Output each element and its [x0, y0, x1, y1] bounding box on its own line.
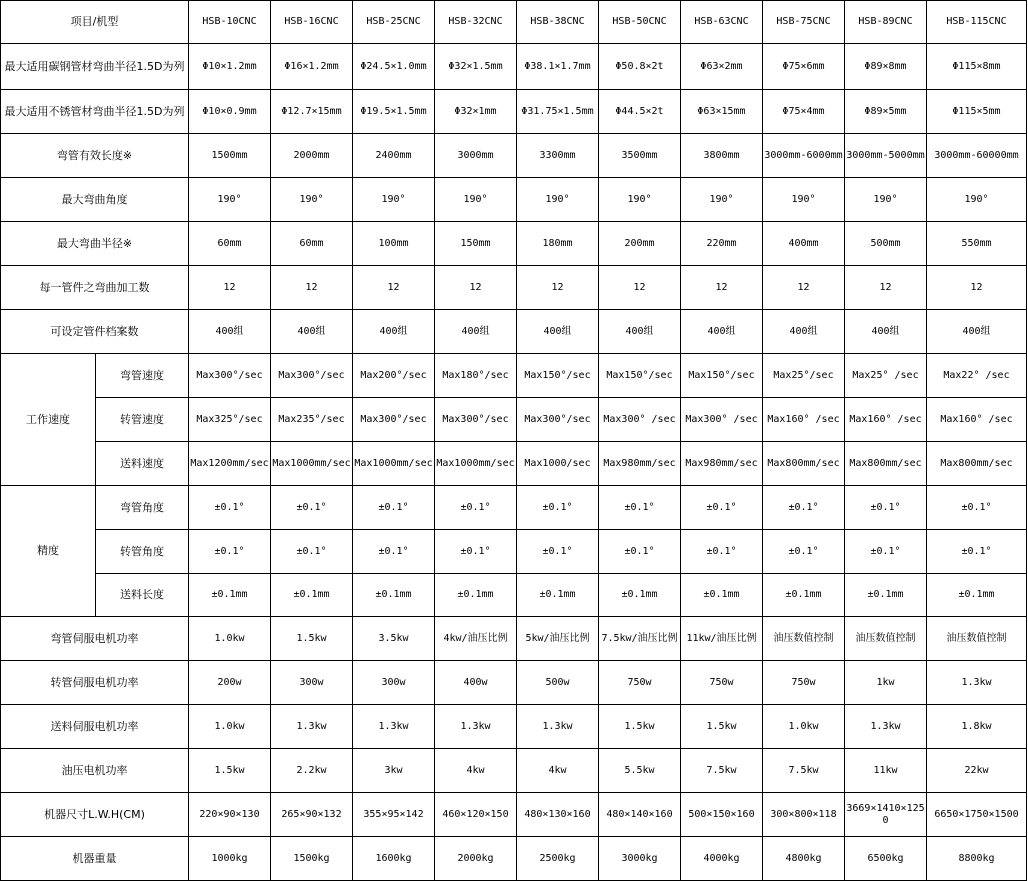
row-label: 送料伺服电机功率	[1, 705, 189, 749]
spec-value: Φ50.8×2t	[599, 44, 681, 90]
spec-value: Φ89×5mm	[845, 90, 927, 134]
spec-value: ±0.1°	[845, 486, 927, 530]
spec-value: 2400mm	[353, 134, 435, 178]
header-label: 项目/机型	[1, 1, 189, 44]
spec-value: 460×120×150	[435, 793, 517, 837]
model-name: HSB-115CNC	[927, 1, 1027, 44]
spec-value: Φ75×4mm	[763, 90, 845, 134]
spec-value: 400组	[681, 310, 763, 354]
row-label: 弯管伺服电机功率	[1, 617, 189, 661]
spec-value: 400mm	[763, 222, 845, 266]
spec-value: 11kw/油压比例	[681, 617, 763, 661]
spec-value: Max1000/sec	[517, 442, 599, 486]
spec-value: 1.5kw	[189, 749, 271, 793]
spec-value: Max300°/sec	[353, 398, 435, 442]
spec-value: Max1000mm/sec	[271, 442, 353, 486]
spec-value: 300w	[353, 661, 435, 705]
spec-value: 190°	[763, 178, 845, 222]
spec-value: Φ10×0.9mm	[189, 90, 271, 134]
spec-row-weight	[1, 837, 1027, 881]
spec-value: Max1200mm/sec	[189, 442, 271, 486]
spec-value: Max800mm/sec	[763, 442, 845, 486]
spec-value: 480×140×160	[599, 793, 681, 837]
spec-value: Max160° /sec	[927, 398, 1027, 442]
spec-row-dimensions	[1, 793, 1027, 837]
spec-value: Max800mm/sec	[927, 442, 1027, 486]
spec-value: 100mm	[353, 222, 435, 266]
spec-row-programs	[1, 310, 1027, 354]
spec-value: 油压数值控制	[845, 617, 927, 661]
spec-value: 190°	[353, 178, 435, 222]
spec-value: 12	[845, 266, 927, 310]
spec-row-precision-bend-angle	[1, 486, 1027, 530]
spec-value: ±0.1°	[927, 530, 1027, 574]
spec-value: Max150°/sec	[681, 354, 763, 398]
spec-value: 油压数值控制	[927, 617, 1027, 661]
spec-value: Max300° /sec	[599, 398, 681, 442]
spec-value: 1.0kw	[189, 705, 271, 749]
spec-value: 3000mm	[435, 134, 517, 178]
model-name: HSB-75CNC	[763, 1, 845, 44]
spec-value: ±0.1mm	[353, 574, 435, 617]
spec-value: Max200°/sec	[353, 354, 435, 398]
spec-value: 220mm	[681, 222, 763, 266]
model-name: HSB-25CNC	[353, 1, 435, 44]
spec-value: 7.5kw	[681, 749, 763, 793]
spec-value: 8800kg	[927, 837, 1027, 881]
spec-value: 6650×1750×1500	[927, 793, 1027, 837]
spec-value: 5.5kw	[599, 749, 681, 793]
spec-value: 190°	[271, 178, 353, 222]
spec-value: 1000kg	[189, 837, 271, 881]
spec-value: 60mm	[189, 222, 271, 266]
spec-value: ±0.1°	[517, 530, 599, 574]
spec-value: ±0.1°	[353, 530, 435, 574]
spec-value: 750w	[681, 661, 763, 705]
spec-value: Max800mm/sec	[845, 442, 927, 486]
spec-value: 1.5kw	[271, 617, 353, 661]
spec-value: ±0.1°	[599, 530, 681, 574]
spec-row-precision-rotate-angle	[1, 530, 1027, 574]
spec-row-rotate-servo	[1, 661, 1027, 705]
spec-value: ±0.1°	[763, 486, 845, 530]
spec-value: ±0.1°	[435, 486, 517, 530]
spec-value: Φ12.7×15mm	[271, 90, 353, 134]
spec-row-speed-rotate	[1, 398, 1027, 442]
spec-value: Φ44.5×2t	[599, 90, 681, 134]
model-name: HSB-38CNC	[517, 1, 599, 44]
spec-value: ±0.1mm	[189, 574, 271, 617]
spec-row-feed-servo	[1, 705, 1027, 749]
sub-label: 弯管角度	[96, 486, 189, 530]
spec-value: ±0.1mm	[435, 574, 517, 617]
spec-value: 4kw	[435, 749, 517, 793]
row-label: 转管伺服电机功率	[1, 661, 189, 705]
row-label: 油压电机功率	[1, 749, 189, 793]
spec-value: 750w	[599, 661, 681, 705]
spec-value: 1.0kw	[189, 617, 271, 661]
spec-row-bends-per-pipe	[1, 266, 1027, 310]
spec-value: 190°	[435, 178, 517, 222]
spec-value: ±0.1mm	[517, 574, 599, 617]
spec-value: 400组	[271, 310, 353, 354]
spec-value: 550mm	[927, 222, 1027, 266]
spec-row-max-radius	[1, 222, 1027, 266]
sub-label: 转管角度	[96, 530, 189, 574]
spec-value: 400组	[353, 310, 435, 354]
spec-value: 300w	[271, 661, 353, 705]
spec-value: Φ32×1.5mm	[435, 44, 517, 90]
spec-value: Φ16×1.2mm	[271, 44, 353, 90]
spec-value: 200w	[189, 661, 271, 705]
spec-value: Max325°/sec	[189, 398, 271, 442]
spec-value: 7.5kw/油压比例	[599, 617, 681, 661]
spec-value: Φ63×2mm	[681, 44, 763, 90]
spec-value: Max235°/sec	[271, 398, 353, 442]
spec-row-precision-feed-length	[1, 574, 1027, 617]
spec-value: 3000kg	[599, 837, 681, 881]
spec-value: Max300°/sec	[517, 398, 599, 442]
spec-value: 3000mm-60000mm	[927, 134, 1027, 178]
spec-value: 3kw	[353, 749, 435, 793]
spec-value: ±0.1°	[599, 486, 681, 530]
spec-value: 1.3kw	[353, 705, 435, 749]
spec-table-body	[1, 1, 1027, 881]
spec-value: Φ24.5×1.0mm	[353, 44, 435, 90]
spec-value: 265×90×132	[271, 793, 353, 837]
spec-value: 220×90×130	[189, 793, 271, 837]
spec-value: Max25° /sec	[845, 354, 927, 398]
row-label: 机器重量	[1, 837, 189, 881]
spec-value: 500w	[517, 661, 599, 705]
spec-value: 1500kg	[271, 837, 353, 881]
spec-value: 5kw/油压比例	[517, 617, 599, 661]
spec-value: 12	[353, 266, 435, 310]
row-label: 最大适用不锈管材弯曲半径1.5D为列	[1, 90, 189, 134]
spec-value: Φ38.1×1.7mm	[517, 44, 599, 90]
spec-value: 1.3kw	[271, 705, 353, 749]
spec-value: 2500kg	[517, 837, 599, 881]
spec-value: Φ115×5mm	[927, 90, 1027, 134]
spec-value: 1.5kw	[599, 705, 681, 749]
spec-value: 480×130×160	[517, 793, 599, 837]
row-label: 最大适用碳钢管材弯曲半径1.5D为列	[1, 44, 189, 90]
spec-value: Φ10×1.2mm	[189, 44, 271, 90]
row-label: 最大弯曲半径※	[1, 222, 189, 266]
spec-value: ±0.1°	[927, 486, 1027, 530]
spec-value: 2000mm	[271, 134, 353, 178]
spec-value: Max150°/sec	[599, 354, 681, 398]
spec-value: 12	[435, 266, 517, 310]
spec-value: Max980mm/sec	[599, 442, 681, 486]
spec-value: Max160° /sec	[845, 398, 927, 442]
sub-label: 弯管速度	[96, 354, 189, 398]
spec-value: 500mm	[845, 222, 927, 266]
spec-value: ±0.1°	[271, 530, 353, 574]
spec-value: ±0.1°	[435, 530, 517, 574]
spec-value: 200mm	[599, 222, 681, 266]
spec-value: 4800kg	[763, 837, 845, 881]
spec-value: Max25°/sec	[763, 354, 845, 398]
spec-value: 400组	[927, 310, 1027, 354]
spec-value: 750w	[763, 661, 845, 705]
spec-value: Φ75×6mm	[763, 44, 845, 90]
spec-value: ±0.1°	[271, 486, 353, 530]
spec-value: ±0.1mm	[599, 574, 681, 617]
spec-value: ±0.1mm	[271, 574, 353, 617]
spec-value: ±0.1°	[845, 530, 927, 574]
spec-value: 2.2kw	[271, 749, 353, 793]
spec-value: 4kw/油压比例	[435, 617, 517, 661]
spec-value: 1kw	[845, 661, 927, 705]
spec-value: 400w	[435, 661, 517, 705]
spec-value: 400组	[435, 310, 517, 354]
spec-value: 12	[681, 266, 763, 310]
spec-row-bend-servo	[1, 617, 1027, 661]
spec-value: 12	[271, 266, 353, 310]
spec-value: 油压数值控制	[763, 617, 845, 661]
spec-value: ±0.1°	[517, 486, 599, 530]
group-label: 精度	[1, 486, 96, 617]
spec-value: 12	[599, 266, 681, 310]
model-name: HSB-63CNC	[681, 1, 763, 44]
spec-value: 190°	[517, 178, 599, 222]
spec-value: ±0.1°	[681, 530, 763, 574]
model-name: HSB-50CNC	[599, 1, 681, 44]
spec-value: ±0.1°	[681, 486, 763, 530]
sub-label: 送料速度	[96, 442, 189, 486]
spec-value: 1500mm	[189, 134, 271, 178]
spec-value: 400组	[763, 310, 845, 354]
spec-value: 300×800×118	[763, 793, 845, 837]
sub-label: 送料长度	[96, 574, 189, 617]
row-label: 可设定管件档案数	[1, 310, 189, 354]
spec-value: ±0.1mm	[845, 574, 927, 617]
spec-value: ±0.1mm	[763, 574, 845, 617]
spec-value: 1.0kw	[763, 705, 845, 749]
spec-value: ±0.1°	[189, 486, 271, 530]
spec-value: Max22° /sec	[927, 354, 1027, 398]
spec-value: Max300°/sec	[435, 398, 517, 442]
spec-value: Φ115×8mm	[927, 44, 1027, 90]
spec-row-effective-length	[1, 134, 1027, 178]
spec-value: 3800mm	[681, 134, 763, 178]
spec-value: 400组	[189, 310, 271, 354]
spec-row-max-angle	[1, 178, 1027, 222]
spec-value: 400组	[845, 310, 927, 354]
spec-value: 180mm	[517, 222, 599, 266]
spec-value: Max300°/sec	[189, 354, 271, 398]
row-label: 弯管有效长度※	[1, 134, 189, 178]
spec-value: 400组	[517, 310, 599, 354]
spec-value: 190°	[599, 178, 681, 222]
spec-value: 190°	[845, 178, 927, 222]
spec-value: 1.5kw	[681, 705, 763, 749]
spec-value: Max160° /sec	[763, 398, 845, 442]
spec-value: 22kw	[927, 749, 1027, 793]
spec-value: Max1000mm/sec	[435, 442, 517, 486]
spec-value: 3.5kw	[353, 617, 435, 661]
spec-value: 1.8kw	[927, 705, 1027, 749]
spec-value: 4000kg	[681, 837, 763, 881]
spec-value: 400组	[599, 310, 681, 354]
spec-value: Max1000mm/sec	[353, 442, 435, 486]
spec-value: 190°	[927, 178, 1027, 222]
spec-value: 190°	[681, 178, 763, 222]
spec-value: Φ31.75×1.5mm	[517, 90, 599, 134]
spec-value: ±0.1°	[763, 530, 845, 574]
header-row	[1, 1, 1027, 44]
spec-value: Max300°/sec	[271, 354, 353, 398]
spec-value: Max180°/sec	[435, 354, 517, 398]
spec-row-hydraulic	[1, 749, 1027, 793]
spec-value: Max300° /sec	[681, 398, 763, 442]
spec-value: 12	[189, 266, 271, 310]
spec-value: Φ63×15mm	[681, 90, 763, 134]
spec-value: 3500mm	[599, 134, 681, 178]
spec-value: 6500kg	[845, 837, 927, 881]
spec-value: 60mm	[271, 222, 353, 266]
model-name: HSB-10CNC	[189, 1, 271, 44]
spec-value: Φ89×8mm	[845, 44, 927, 90]
spec-value: 3300mm	[517, 134, 599, 178]
spec-value: 1.3kw	[845, 705, 927, 749]
spec-value: 4kw	[517, 749, 599, 793]
spec-value: 190°	[189, 178, 271, 222]
spec-row-carbon-steel	[1, 44, 1027, 90]
spec-value: ±0.1°	[353, 486, 435, 530]
spec-row-speed-feed	[1, 442, 1027, 486]
spec-value: 1.3kw	[927, 661, 1027, 705]
spec-value: 1.3kw	[517, 705, 599, 749]
spec-value: ±0.1mm	[681, 574, 763, 617]
spec-value: 1.3kw	[435, 705, 517, 749]
spec-value: 1600kg	[353, 837, 435, 881]
spec-value: 11kw	[845, 749, 927, 793]
spec-value: Max980mm/sec	[681, 442, 763, 486]
spec-value: ±0.1mm	[927, 574, 1027, 617]
row-label: 最大弯曲角度	[1, 178, 189, 222]
model-name: HSB-32CNC	[435, 1, 517, 44]
spec-row-stainless	[1, 90, 1027, 134]
spec-value: ±0.1°	[189, 530, 271, 574]
model-name: HSB-89CNC	[845, 1, 927, 44]
spec-value: 12	[927, 266, 1027, 310]
model-name: HSB-16CNC	[271, 1, 353, 44]
spec-value: 500×150×160	[681, 793, 763, 837]
spec-value: 355×95×142	[353, 793, 435, 837]
spec-row-speed-bend	[1, 354, 1027, 398]
spec-value: 7.5kw	[763, 749, 845, 793]
spec-value: 12	[517, 266, 599, 310]
group-label: 工作速度	[1, 354, 96, 486]
spec-value: 2000kg	[435, 837, 517, 881]
spec-value: 12	[763, 266, 845, 310]
sub-label: 转管速度	[96, 398, 189, 442]
spec-value: 3000mm-5000mm	[845, 134, 927, 178]
spec-value: Max150°/sec	[517, 354, 599, 398]
spec-value: Φ19.5×1.5mm	[353, 90, 435, 134]
spec-value: 150mm	[435, 222, 517, 266]
row-label: 机器尺寸L.W.H(CM)	[1, 793, 189, 837]
spec-value: 3669×1410×1250	[845, 793, 927, 837]
spec-value: Φ32×1mm	[435, 90, 517, 134]
row-label: 每一管件之弯曲加工数	[1, 266, 189, 310]
spec-value: 3000mm-6000mm	[763, 134, 845, 178]
